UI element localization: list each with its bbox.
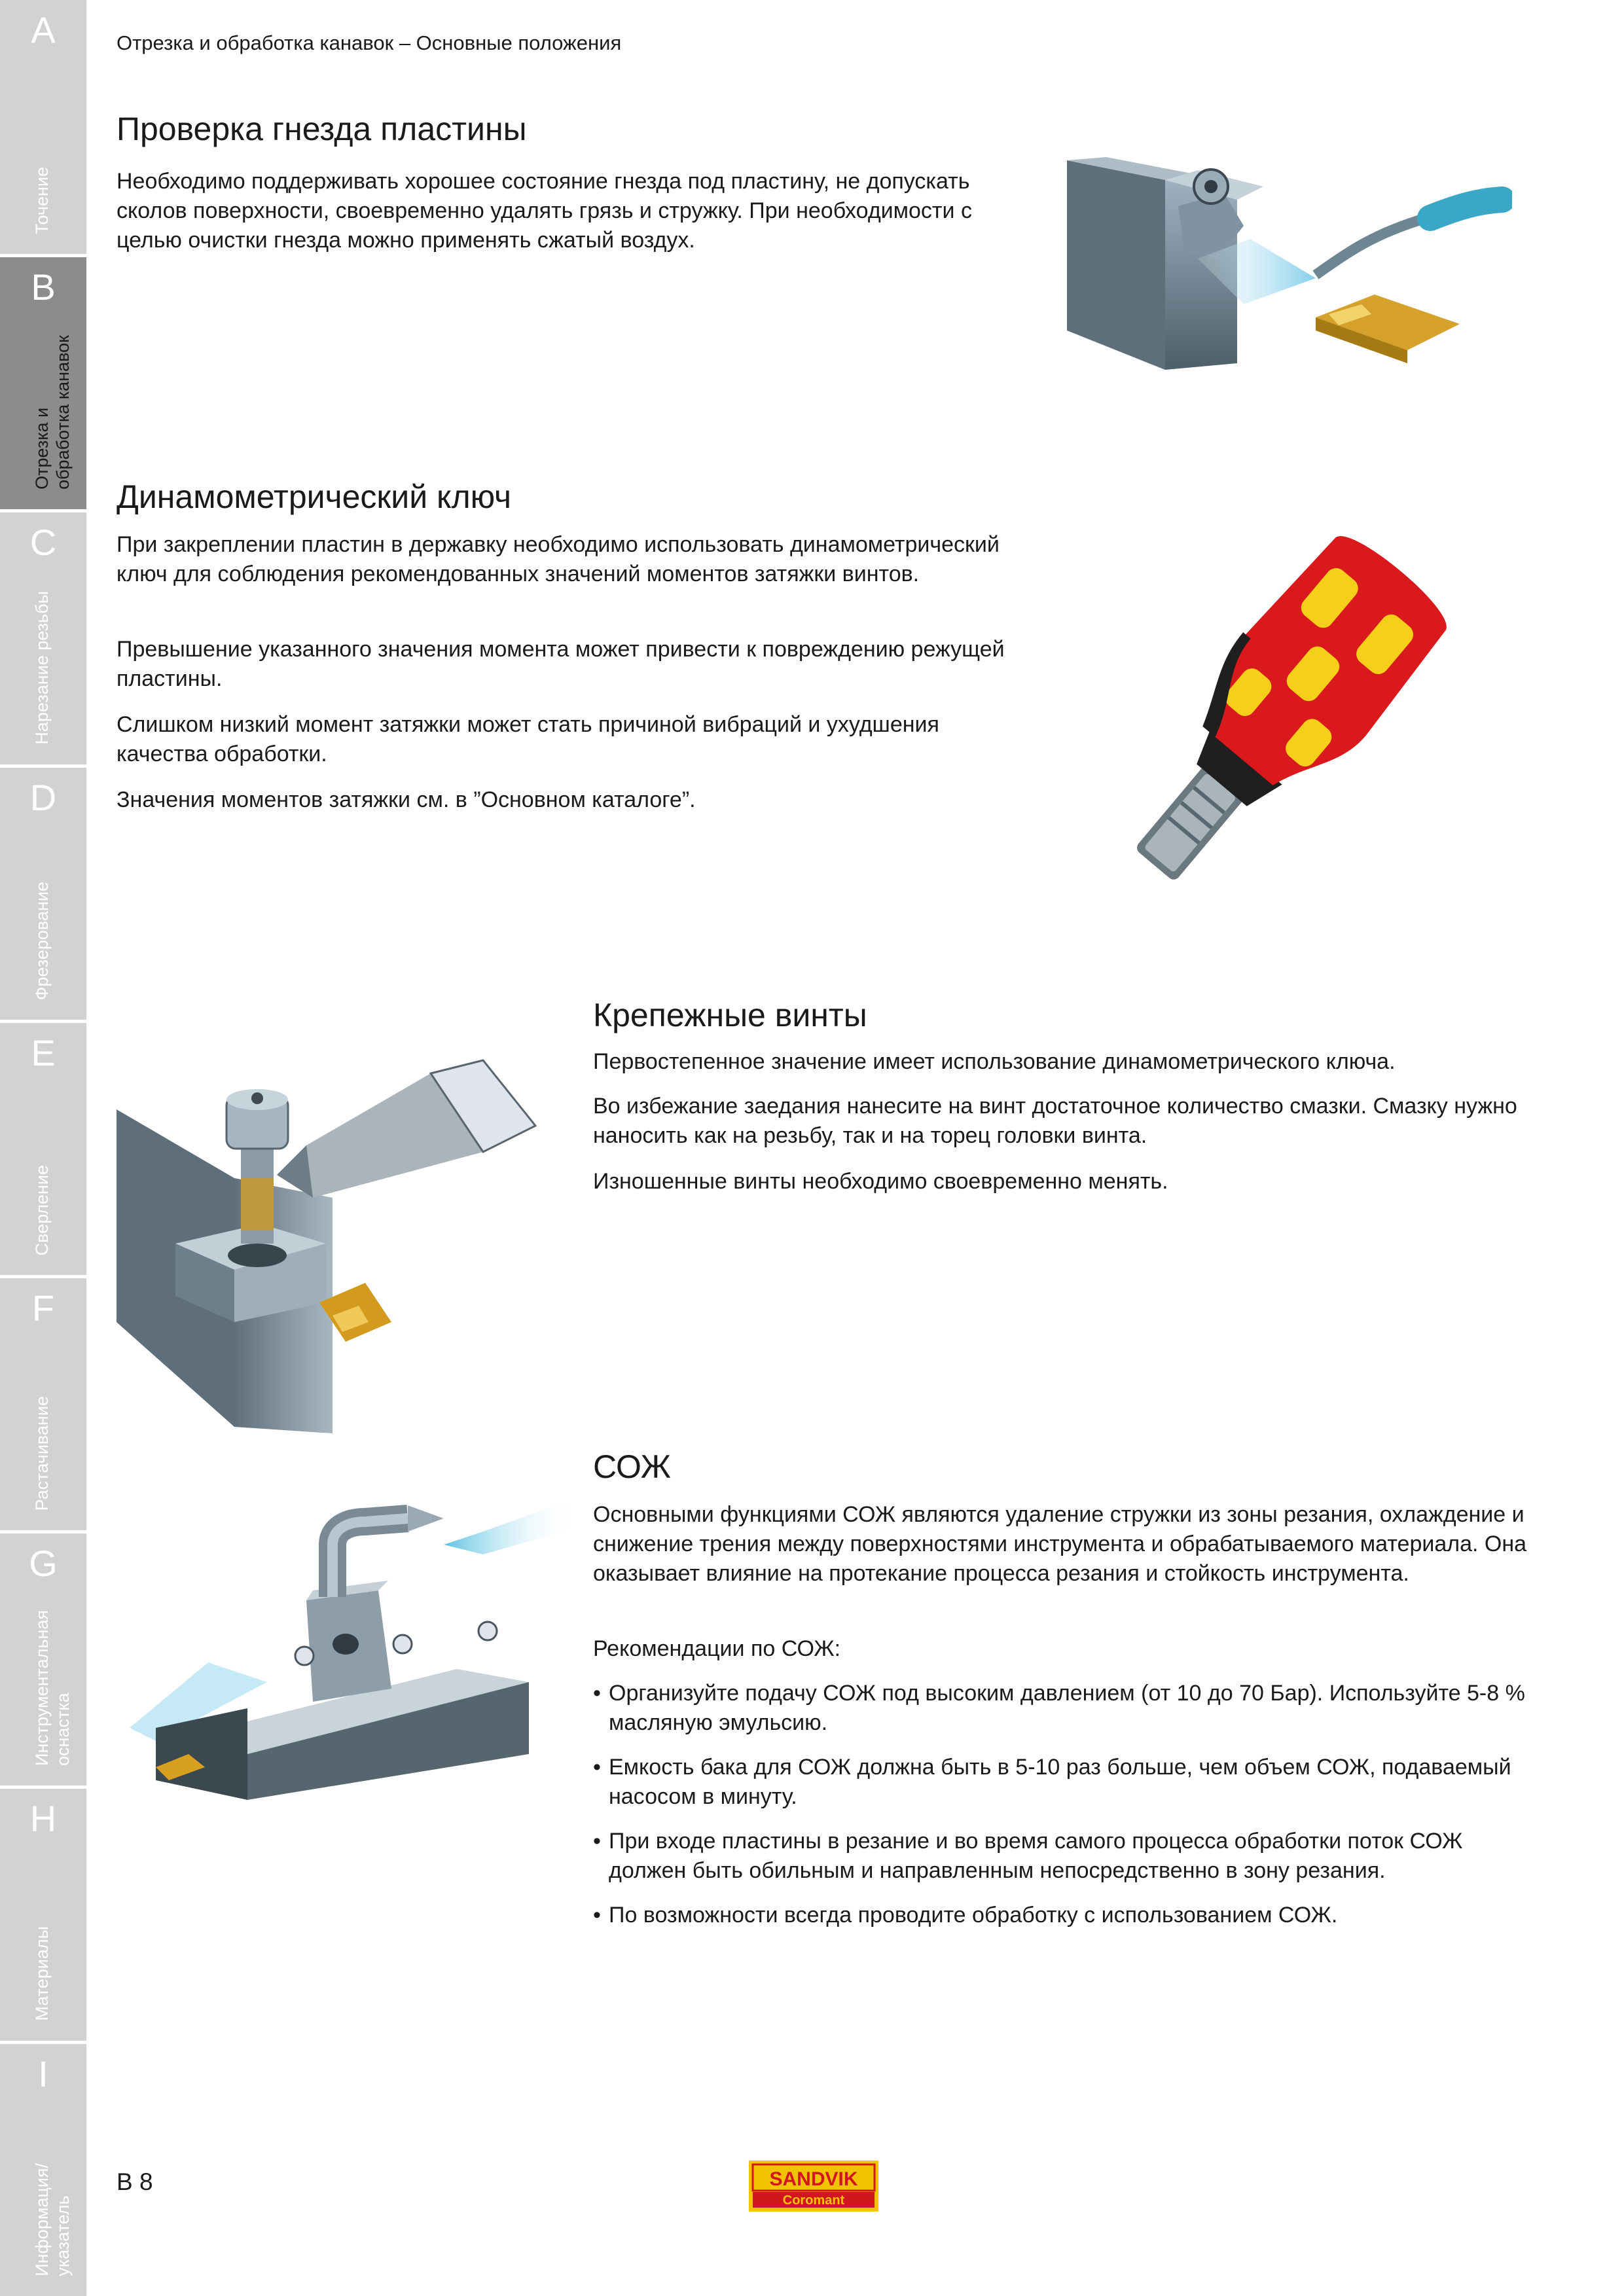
- tab-label: Фрезерование: [32, 881, 52, 1000]
- torque-screwdriver-illustration: [1074, 517, 1479, 923]
- list-item: • Организуйте подачу СОЖ под высоким давлением (от 10 до 70 Бар). Используйте 5-8 % масляную эмульсию.: [593, 1679, 1529, 1738]
- running-head: Отрезка и обработка канавок – Основные положения: [117, 31, 622, 54]
- chapter-tab-f[interactable]: [0, 1278, 86, 1534]
- tab-letter: E: [31, 1032, 56, 1073]
- chapter-tab-h[interactable]: [0, 1789, 86, 2044]
- torque-key-paragraph-4: Значения моментов затяжки см. в ”Основном каталоге”.: [117, 787, 696, 812]
- chapter-tab-g[interactable]: [0, 1534, 86, 1789]
- page-number: B 8: [117, 2168, 153, 2195]
- screw-lubrication-illustration: [117, 1047, 575, 1440]
- coolant-supply-illustration: [117, 1492, 575, 1806]
- tab-letter: B: [31, 266, 56, 308]
- chapter-tab-c[interactable]: [0, 512, 86, 768]
- logo-wordmark: SANDVIK: [769, 2168, 858, 2190]
- sandvik-coromant-logo: [749, 2161, 878, 2212]
- screws-paragraph-2: Во избежание заедания нанесите на винт достаточное количество смазки. Смазку нужно наносить как на резьбу, так и на торец головки винта.: [593, 1094, 1517, 1148]
- torque-key-paragraph-1: При закреплении пластин в державку необходимо использовать динамометрический ключ для соблюдения рекомендованных значений моментов затяжки винтов.: [117, 532, 1000, 586]
- coolant-paragraph-1: Основными функциями СОЖ являются удаление стружки из зоны резания, охлаждение и снижение трения между поверхностями инструмента и обрабатываемого материала. Она оказывает влияние на протекание процесса резания и стойкость инструмента.: [593, 1502, 1527, 1586]
- torque-key-paragraph-3: Слишком низкий момент затяжки может стать причиной вибраций и ухудшения качества обработки.: [117, 712, 939, 766]
- chapter-tab-i[interactable]: [0, 2044, 86, 2296]
- tab-label: Отрезка и обработка канавок: [32, 335, 73, 490]
- tab-letter: H: [29, 1798, 57, 1839]
- logo-subtitle: Coromant: [782, 2193, 845, 2208]
- screws-paragraph-3: Изношенные винты необходимо своевременно менять.: [593, 1169, 1168, 1194]
- tab-letter: C: [29, 522, 57, 563]
- coolant-recommendations-list: [593, 1679, 1529, 1945]
- tab-label: Материалы: [32, 1926, 52, 2021]
- tab-label: Нарезание резьбы: [32, 591, 52, 745]
- torque-key-paragraph-2: Превышение указанного значения момента может привести к повреждению режущей пластины.: [117, 637, 1005, 691]
- chapter-tab-b[interactable]: [0, 257, 86, 512]
- coolant-paragraph-2: Рекомендации по СОЖ:: [593, 1636, 841, 1661]
- section-title-seat-check: Проверка гнезда пластины: [117, 111, 527, 147]
- tab-letter: A: [31, 9, 56, 50]
- chapter-tab-bar: [0, 0, 86, 2296]
- section-title-coolant: СОЖ: [593, 1448, 671, 1485]
- screws-paragraph-1: Первостепенное значение имеет использование динамометрического ключа.: [593, 1049, 1396, 1074]
- seat-check-paragraph: Необходимо поддерживать хорошее состояние гнезда под пластину, не допускать сколов поверхности, своевременно удалять грязь и стружку. При необходимости с целью очистки гнезда можно применять сжатый воздух.: [117, 169, 972, 253]
- tab-label: Точение: [32, 167, 52, 234]
- tab-label: Растачивание: [32, 1395, 52, 1511]
- tab-letter: G: [29, 1543, 58, 1584]
- list-item: • При входе пластины в резание и во время самого процесса обработки поток СОЖ должен быть обильным и направленным непосредственно в зону резания.: [593, 1827, 1529, 1886]
- tab-letter: I: [38, 2053, 48, 2094]
- tab-label: Инструментальная оснастка: [32, 1609, 73, 1766]
- chapter-tab-e[interactable]: [0, 1023, 86, 1278]
- tab-label: Сверление: [32, 1164, 52, 1255]
- section-title-screws: Крепежные винты: [593, 997, 867, 1033]
- list-item: • По возможности всегда проводите обработку с использованием СОЖ.: [593, 1901, 1529, 1930]
- insert-seat-cleaning-illustration: [1067, 154, 1512, 389]
- tab-label: Информация/ указатель: [32, 2163, 73, 2276]
- chapter-tab-a[interactable]: [0, 0, 86, 257]
- tab-letter: D: [29, 777, 57, 818]
- list-item: • Емкость бака для СОЖ должна быть в 5-10 раз больше, чем объем СОЖ, подаваемый насосом в минуту.: [593, 1753, 1529, 1812]
- chapter-tab-d[interactable]: [0, 768, 86, 1023]
- tab-letter: F: [31, 1287, 55, 1329]
- section-title-torque-key: Динамометрический ключ: [117, 478, 512, 515]
